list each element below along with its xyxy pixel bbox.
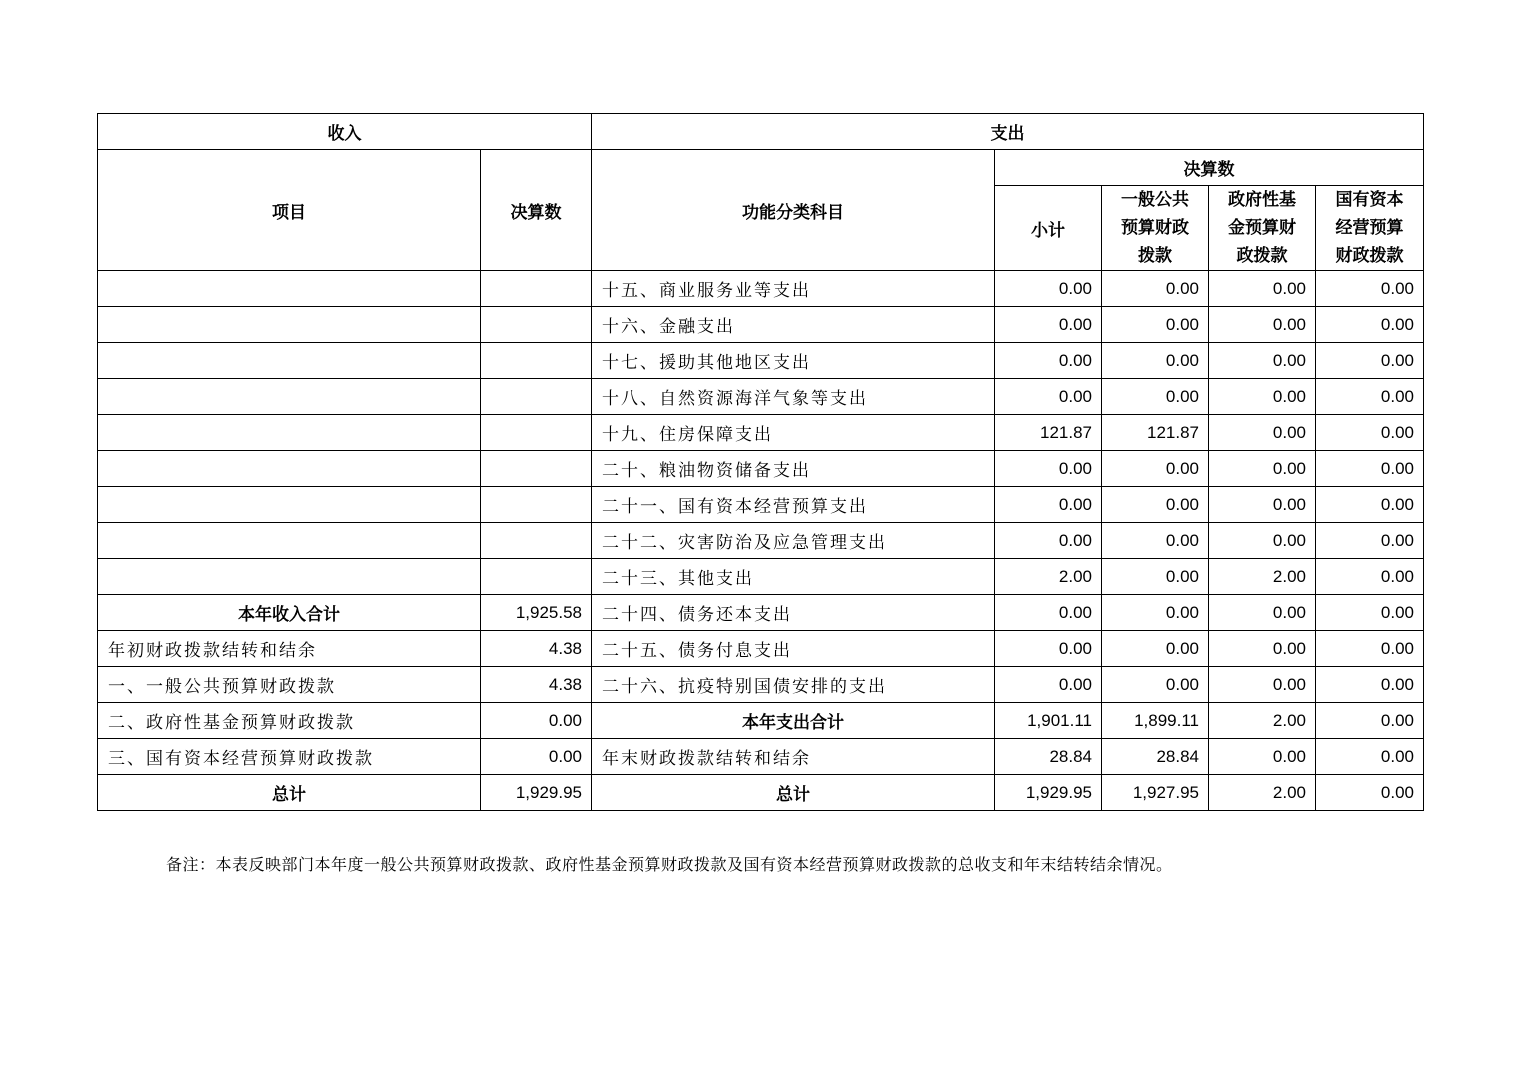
income-amount-cell <box>481 271 592 307</box>
subtotal-cell: 0.00 <box>995 379 1102 415</box>
gov-fund-header: 政府性基 金预算财 政拨款 <box>1209 186 1316 271</box>
income-amount-cell <box>481 415 592 451</box>
gov-fund-cell: 0.00 <box>1209 415 1316 451</box>
general-budget-cell: 1,899.11 <box>1102 703 1209 739</box>
table-row <box>98 703 1424 739</box>
expense-item-cell: 二十六、抗疫特别国债安排的支出 <box>592 667 995 703</box>
subtotal-cell: 0.00 <box>995 631 1102 667</box>
state-capital-cell: 0.00 <box>1316 631 1424 667</box>
income-item-cell <box>98 379 481 415</box>
table-row <box>98 487 1424 523</box>
table-row <box>98 739 1424 775</box>
gov-fund-cell: 0.00 <box>1209 739 1316 775</box>
income-header: 收入 <box>98 114 592 150</box>
state-capital-cell: 0.00 <box>1316 487 1424 523</box>
expense-item-cell: 二十、粮油物资储备支出 <box>592 451 995 487</box>
subtotal-cell: 0.00 <box>995 595 1102 631</box>
state-capital-cell: 0.00 <box>1316 775 1424 811</box>
expense-item-cell: 本年支出合计 <box>592 703 995 739</box>
expense-item-cell: 二十三、其他支出 <box>592 559 995 595</box>
item-header: 项目 <box>98 150 481 271</box>
income-amount-cell <box>481 343 592 379</box>
expense-item-cell: 十九、住房保障支出 <box>592 415 995 451</box>
expense-item-cell: 二十四、债务还本支出 <box>592 595 995 631</box>
income-amount-cell <box>481 487 592 523</box>
gov-fund-cell: 0.00 <box>1209 667 1316 703</box>
subtotal-cell: 2.00 <box>995 559 1102 595</box>
general-budget-cell: 0.00 <box>1102 271 1209 307</box>
income-amount-cell <box>481 523 592 559</box>
gov-fund-cell: 0.00 <box>1209 379 1316 415</box>
gov-fund-cell: 0.00 <box>1209 271 1316 307</box>
income-amount-cell <box>481 379 592 415</box>
subtotal-cell: 0.00 <box>995 667 1102 703</box>
income-final-amount-header: 决算数 <box>481 150 592 271</box>
income-item-cell <box>98 559 481 595</box>
table-row <box>98 415 1424 451</box>
income-item-cell <box>98 451 481 487</box>
income-item-cell <box>98 343 481 379</box>
income-item-cell: 一、一般公共预算财政拨款 <box>98 667 481 703</box>
fiscal-appropriation-table <box>97 113 1424 811</box>
general-budget-cell: 0.00 <box>1102 451 1209 487</box>
subtotal-cell: 121.87 <box>995 415 1102 451</box>
income-amount-cell: 4.38 <box>481 667 592 703</box>
table-row <box>98 775 1424 811</box>
income-item-cell <box>98 523 481 559</box>
state-capital-cell: 0.00 <box>1316 523 1424 559</box>
general-budget-cell: 0.00 <box>1102 307 1209 343</box>
table-row <box>98 271 1424 307</box>
gov-fund-cell: 2.00 <box>1209 775 1316 811</box>
table-row <box>98 523 1424 559</box>
gov-fund-cell: 2.00 <box>1209 559 1316 595</box>
expense-item-cell: 十八、自然资源海洋气象等支出 <box>592 379 995 415</box>
income-amount-cell <box>481 559 592 595</box>
subtotal-cell: 0.00 <box>995 271 1102 307</box>
subtotal-cell: 1,929.95 <box>995 775 1102 811</box>
gov-fund-cell: 0.00 <box>1209 595 1316 631</box>
expense-item-cell: 十六、金融支出 <box>592 307 995 343</box>
income-item-cell: 本年收入合计 <box>98 595 481 631</box>
gov-fund-cell: 0.00 <box>1209 343 1316 379</box>
table-row <box>98 559 1424 595</box>
state-capital-cell: 0.00 <box>1316 451 1424 487</box>
income-item-cell <box>98 271 481 307</box>
income-item-cell <box>98 415 481 451</box>
state-capital-cell: 0.00 <box>1316 415 1424 451</box>
general-budget-cell: 0.00 <box>1102 667 1209 703</box>
state-capital-cell: 0.00 <box>1316 343 1424 379</box>
general-budget-cell: 121.87 <box>1102 415 1209 451</box>
state-capital-cell: 0.00 <box>1316 307 1424 343</box>
state-capital-cell: 0.00 <box>1316 703 1424 739</box>
income-item-cell: 三、国有资本经营预算财政拨款 <box>98 739 481 775</box>
state-capital-cell: 0.00 <box>1316 271 1424 307</box>
gov-fund-cell: 0.00 <box>1209 451 1316 487</box>
state-capital-cell: 0.00 <box>1316 379 1424 415</box>
state-capital-cell: 0.00 <box>1316 667 1424 703</box>
subtotal-cell: 0.00 <box>995 523 1102 559</box>
general-budget-cell: 0.00 <box>1102 379 1209 415</box>
expense-header: 支出 <box>592 114 1424 150</box>
gov-fund-cell: 2.00 <box>1209 703 1316 739</box>
income-amount-cell <box>481 451 592 487</box>
income-amount-cell: 1,929.95 <box>481 775 592 811</box>
expense-item-cell: 二十五、债务付息支出 <box>592 631 995 667</box>
expense-item-cell: 十五、商业服务业等支出 <box>592 271 995 307</box>
state-capital-cell: 0.00 <box>1316 739 1424 775</box>
income-amount-cell: 1,925.58 <box>481 595 592 631</box>
income-amount-cell: 0.00 <box>481 703 592 739</box>
subtotal-cell: 28.84 <box>995 739 1102 775</box>
table-row <box>98 379 1424 415</box>
general-budget-cell: 0.00 <box>1102 595 1209 631</box>
table-row <box>98 595 1424 631</box>
income-item-cell: 年初财政拨款结转和结余 <box>98 631 481 667</box>
subtotal-cell: 0.00 <box>995 487 1102 523</box>
general-budget-cell: 1,927.95 <box>1102 775 1209 811</box>
income-item-cell: 总计 <box>98 775 481 811</box>
state-capital-cell: 0.00 <box>1316 595 1424 631</box>
income-item-cell <box>98 307 481 343</box>
general-budget-cell: 0.00 <box>1102 487 1209 523</box>
table-footnote: 备注：本表反映部门本年度一般公共预算财政拨款、政府性基金预算财政拨款及国有资本经营预算财政拨款的总收支和年末结转结余情况。 <box>166 855 1173 874</box>
table-row <box>98 307 1424 343</box>
gov-fund-cell: 0.00 <box>1209 523 1316 559</box>
table-row <box>98 667 1424 703</box>
subtotal-cell: 1,901.11 <box>995 703 1102 739</box>
table-row <box>98 631 1424 667</box>
subtotal-cell: 0.00 <box>995 307 1102 343</box>
expense-item-cell: 十七、援助其他地区支出 <box>592 343 995 379</box>
expense-item-cell: 总计 <box>592 775 995 811</box>
expense-item-cell: 二十一、国有资本经营预算支出 <box>592 487 995 523</box>
gov-fund-cell: 0.00 <box>1209 631 1316 667</box>
subtotal-header: 小计 <box>995 186 1102 271</box>
subtotal-cell: 0.00 <box>995 451 1102 487</box>
income-amount-cell <box>481 307 592 343</box>
gov-fund-cell: 0.00 <box>1209 487 1316 523</box>
income-item-cell <box>98 487 481 523</box>
function-category-header: 功能分类科目 <box>592 150 995 271</box>
table-row <box>98 343 1424 379</box>
expense-item-cell: 二十二、灾害防治及应急管理支出 <box>592 523 995 559</box>
subtotal-cell: 0.00 <box>995 343 1102 379</box>
state-capital-cell: 0.00 <box>1316 559 1424 595</box>
income-amount-cell: 0.00 <box>481 739 592 775</box>
expense-item-cell: 年末财政拨款结转和结余 <box>592 739 995 775</box>
income-item-cell: 二、政府性基金预算财政拨款 <box>98 703 481 739</box>
general-budget-cell: 0.00 <box>1102 559 1209 595</box>
general-budget-cell: 0.00 <box>1102 631 1209 667</box>
table-row <box>98 451 1424 487</box>
state-capital-header: 国有资本 经营预算 财政拨款 <box>1316 186 1424 271</box>
final-amount-group-header: 决算数 <box>995 150 1424 186</box>
general-budget-cell: 0.00 <box>1102 343 1209 379</box>
gov-fund-cell: 0.00 <box>1209 307 1316 343</box>
general-budget-cell: 28.84 <box>1102 739 1209 775</box>
general-budget-cell: 0.00 <box>1102 523 1209 559</box>
income-amount-cell: 4.38 <box>481 631 592 667</box>
general-budget-header: 一般公共 预算财政 拨款 <box>1102 186 1209 271</box>
